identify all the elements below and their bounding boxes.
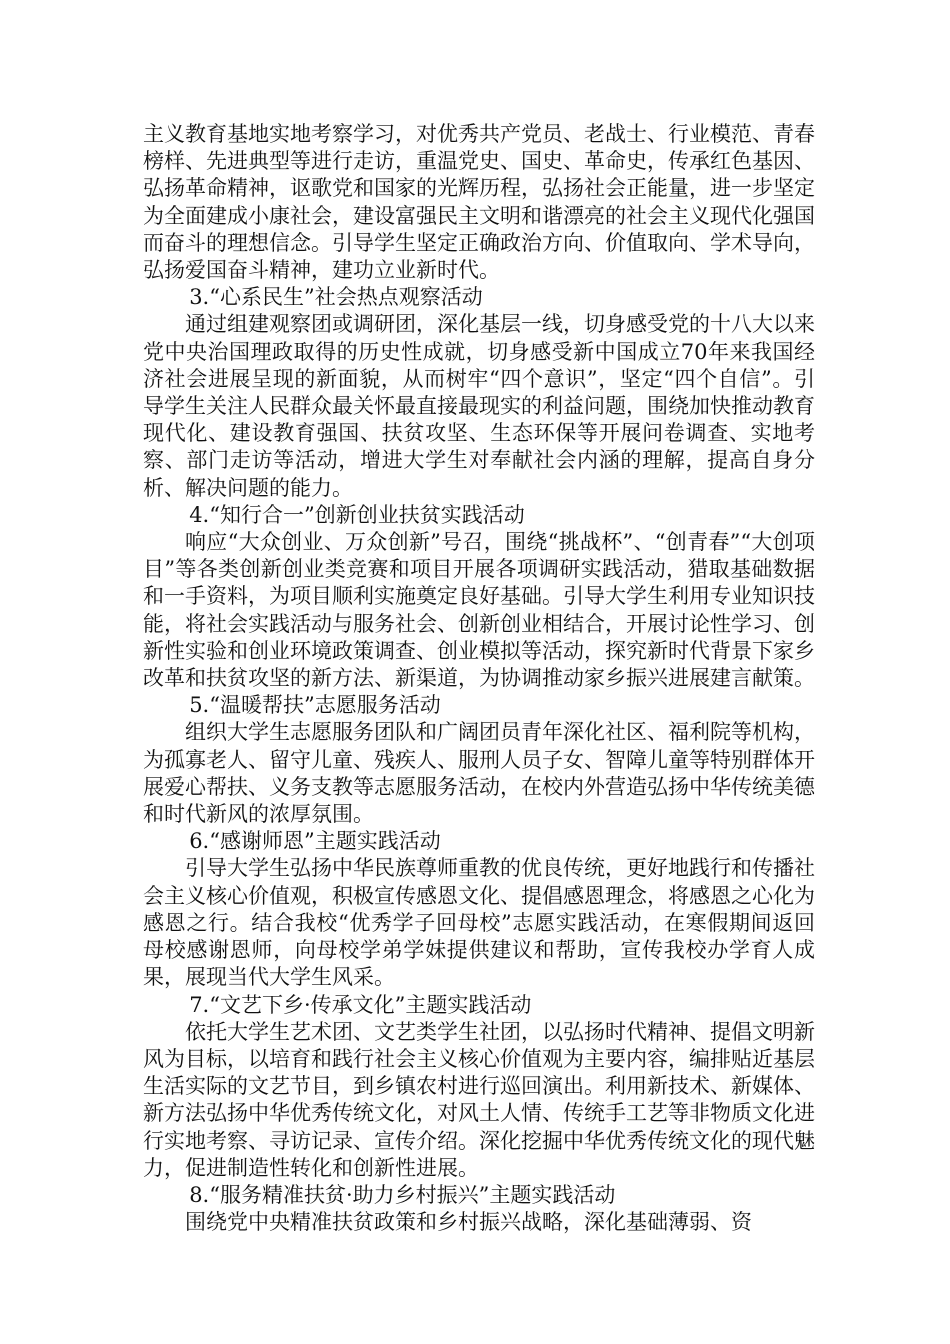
body-paragraph: 引导大学生弘扬中华民族尊师重教的优良传统，更好地践行和传播社会主义核心价值观，积极宣传感恩文化、提倡感恩理念，将感恩之心化为感恩之行。结合我校“优秀学子回母校”志愿实践活动，在寒假期间返回母校感谢恩师，向母校学弟学妹提供建议和帮助，宣传我校办学育人成果，展现当代大学生风采。 [143, 856, 815, 990]
body-paragraph: 响应“大众创业、万众创新”号召，围绕“挑战杯”、“创青春”“大创项目”等各类创新创业类竞赛和项目开展各项调研实践活动，猎取基础数据和一手资料，为项目顺利实施奠定良好基础。引导大学生利用专业知识技能，将社会实践活动与服务社会、创新创业相结合，开展讨论性学习、创新性实验和创业环境政策调查、创业模拟等活动，探究新时代背景下家乡改革和扶贫攻坚的新方法、新渠道，为协调推动家乡振兴进展建言献策。 [143, 530, 815, 691]
section-heading: 7.“文艺下乡·传承文化”主题实践活动 [189, 992, 532, 1017]
section-heading: 6.“感谢师恩”主题实践活动 [189, 829, 441, 854]
body-paragraph: 围绕党中央精准扶贫政策和乡村振兴战略，深化基础薄弱、资 [185, 1210, 752, 1235]
section-heading: 4.“知行合一”创新创业扶贫实践活动 [189, 502, 525, 527]
section-heading: 5.“温暖帮扶”志愿服务活动 [189, 693, 441, 718]
section-heading: 3.“心系民生”社会热点观察活动 [189, 285, 483, 310]
section-heading: 8.“服务精准扶贫·助力乡村振兴”主题实践活动 [189, 1182, 616, 1207]
body-paragraph: 主义教育基地实地考察学习，对优秀共产党员、老战士、行业模范、青春榜样、先进典型等进行走访，重温党史、国史、革命史，传承红色基因、弘扬革命精神，讴歌党和国家的光辉历程，弘扬社会正能量，进一步坚定为全面建成小康社会，建设富强民主文明和谐漂亮的社会主义现代化强国而奋斗的理想信念。引导学生坚定正确政治方向、价值取向、学术导向，弘扬爱国奋斗精神，建功立业新时代。 [143, 122, 815, 283]
document-body [143, 121, 815, 1236]
body-paragraph: 依托大学生艺术团、文艺类学生社团，以弘扬时代精神、提倡文明新风为目标，以培育和践行社会主义核心价值观为主要内容，编排贴近基层生活实际的文艺节目，到乡镇农村进行巡回演出。利用新技术、新媒体、新方法弘扬中华优秀传统文化，对风土人情、传统手工艺等非物质文化进行实地考察、寻访记录、宣传介绍。深化挖掘中华优秀传统文化的现代魅力，促进制造性转化和创新性进展。 [143, 1019, 815, 1180]
body-paragraph: 通过组建观察团或调研团，深化基层一线，切身感受党的十八大以来党中央治国理政取得的历史性成就，切身感受新中国成立70年来我国经济社会进展呈现的新面貌，从而树牢“四个意识”，坚定“四个自信”。引导学生关注人民群众最关怀最直接最现实的利益问题，围绕加快推动教育现代化、建设教育强国、扶贫攻坚、生态环保等开展问卷调查、实地考察、部门走访等活动，增进大学生对奉献社会内涵的理解，提高自身分析、解决问题的能力。 [143, 312, 815, 500]
body-paragraph: 组织大学生志愿服务团队和广阔团员青年深化社区、福利院等机构，为孤寡老人、留守儿童、残疾人、服刑人员子女、智障儿童等特别群体开展爱心帮扶、义务支教等志愿服务活动，在校内外营造弘扬中华传统美德和时代新风的浓厚氛围。 [143, 720, 815, 827]
